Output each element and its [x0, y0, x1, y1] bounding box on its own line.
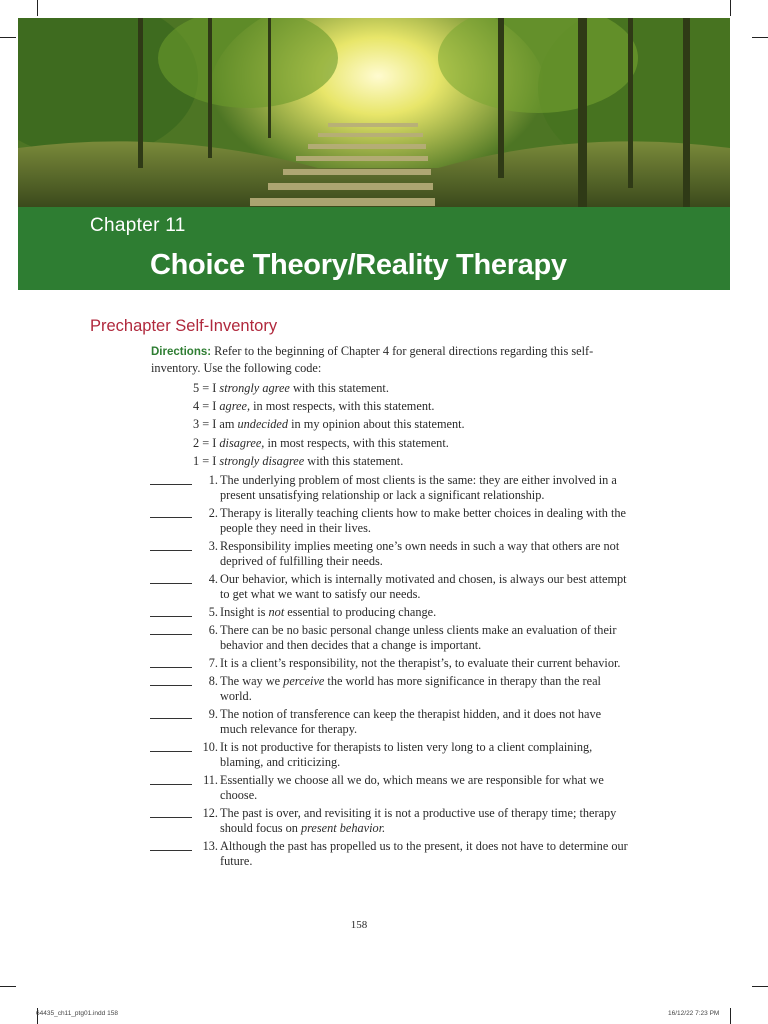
item-number: 9. — [208, 707, 218, 722]
item-text — [220, 773, 630, 803]
item-number: 7. — [208, 656, 218, 671]
inventory-item — [150, 539, 630, 569]
item-number: 12. — [202, 806, 218, 821]
item-number: 4. — [208, 571, 218, 586]
item-text-pre: Responsibility implies meeting one’s own needs in such a way that others are not deprived of fulfilling their needs. — [220, 538, 620, 568]
item-number: 8. — [208, 674, 218, 689]
rating-code-em: disagree, — [219, 435, 265, 450]
item-text-pre: The way we — [220, 674, 284, 689]
item-text-pre: It is a client’s responsibility, not the therapist’s, to evaluate their current behavior. — [220, 656, 621, 671]
answer-blank[interactable] — [150, 850, 192, 851]
directions-text: Refer to the beginning of Chapter 4 for general directions regarding this self-inventory. Use the following code: — [151, 344, 594, 375]
rating-code-post: in most respects, with this statement. — [264, 435, 449, 450]
item-text-pre: Therapy is literally teaching clients how to make better choices in dealing with the people they need in their lives. — [220, 505, 627, 535]
rating-code-pre: 5 = I — [193, 381, 220, 395]
inventory-item — [150, 656, 630, 671]
item-text — [220, 572, 630, 602]
item-number: 3. — [208, 538, 218, 553]
item-text — [220, 506, 630, 536]
crop-mark — [37, 0, 38, 16]
item-number: 10. — [202, 740, 218, 755]
item-text — [220, 806, 630, 836]
rating-code-post: with this statement. — [304, 453, 404, 468]
inventory-items — [150, 473, 630, 872]
inventory-item — [150, 674, 630, 704]
inventory-item — [150, 707, 630, 737]
chapter-label: Chapter 11 — [90, 215, 186, 236]
chapter-title: Choice Theory/Reality Therapy — [150, 249, 567, 281]
answer-blank[interactable] — [150, 685, 192, 686]
item-number: 11. — [203, 773, 218, 788]
answer-blank[interactable] — [150, 751, 192, 752]
footer-timestamp: 16/12/22 7:23 PM — [668, 1010, 720, 1017]
answer-blank[interactable] — [150, 616, 192, 617]
item-text — [220, 674, 630, 704]
inventory-item — [150, 740, 630, 770]
answer-blank[interactable] — [150, 583, 192, 584]
rating-code-list — [193, 379, 465, 470]
page-number: 158 — [350, 919, 368, 931]
inventory-item — [150, 773, 630, 803]
rating-code-em: strongly disagree — [219, 453, 305, 468]
rating-code-pre: 4 = I — [193, 399, 220, 414]
chapter-banner — [18, 207, 730, 290]
rating-code-em: undecided — [237, 417, 289, 432]
answer-blank[interactable] — [150, 517, 192, 518]
item-number: 5. — [208, 604, 218, 619]
item-text-post: the world has more significance in therapy than the real world. — [220, 674, 601, 704]
crop-mark — [0, 37, 16, 38]
inventory-item — [150, 506, 630, 536]
item-text — [220, 539, 630, 569]
item-text-em: present behavior. — [300, 821, 386, 836]
item-text — [220, 707, 630, 737]
answer-blank[interactable] — [150, 550, 192, 551]
item-text-pre: The notion of transference can keep the therapist hidden, and it does not have much relevance for therapy. — [220, 707, 602, 737]
item-text — [220, 473, 630, 503]
item-number: 2. — [208, 505, 218, 520]
item-text — [220, 605, 630, 620]
answer-blank[interactable] — [150, 667, 192, 668]
item-text-pre: Essentially we choose all we do, which means we are responsible for what we choose. — [220, 773, 604, 803]
inventory-item — [150, 623, 630, 653]
rating-code-pre: 1 = I — [193, 453, 220, 468]
item-text-em: perceive — [283, 674, 325, 689]
item-text-pre: Although the past has propelled us to the present, it does not have to determine our future. — [220, 839, 628, 869]
inventory-item — [150, 605, 630, 620]
item-text — [220, 740, 630, 770]
rating-code-line — [193, 397, 465, 415]
rating-code-post: with this statement. — [289, 381, 389, 395]
rating-code-line — [193, 415, 465, 433]
crop-mark — [0, 986, 16, 987]
footer-file-info: 64435_ch11_ptg01.indd 158 — [36, 1010, 118, 1017]
item-text-pre: There can be no basic personal change unless clients make an evaluation of their behavior and then decides that a change is important. — [220, 623, 617, 652]
rating-code-pre: 3 = I am — [193, 417, 238, 432]
item-text — [220, 839, 630, 869]
directions-label: Directions: — [151, 346, 212, 358]
item-text-post: essential to producing change. — [284, 604, 437, 619]
rating-code-em: strongly agree — [219, 381, 290, 395]
item-number: 1. — [208, 473, 218, 487]
item-text-pre: Insight is — [220, 604, 269, 619]
rating-code-em: agree, — [219, 399, 251, 414]
item-text — [220, 656, 630, 671]
crop-mark — [752, 37, 768, 38]
rating-code-line — [193, 434, 465, 452]
item-text-pre: Our behavior, which is internally motivated and chosen, is always our best attempt to get what we want to satisfy our needs. — [220, 571, 627, 601]
item-text-pre: It is not productive for therapists to listen very long to a client complaining, blaming, and criticizing. — [220, 740, 593, 770]
rating-code-post: in most respects, with this statement. — [250, 399, 435, 414]
inventory-item — [150, 473, 630, 503]
inventory-item — [150, 839, 630, 869]
rating-code-line — [193, 452, 465, 470]
rating-code-pre: 2 = I — [193, 435, 220, 450]
crop-mark — [730, 0, 731, 16]
item-text-em: not — [268, 604, 285, 619]
answer-blank[interactable] — [150, 634, 192, 635]
forest-stairs-image — [18, 18, 730, 207]
inventory-item — [150, 572, 630, 602]
crop-mark — [752, 986, 768, 987]
answer-blank[interactable] — [150, 817, 192, 818]
item-text-pre: The underlying problem of most clients is the same: they are either involved in a present unsatisfying relationship or lack a significant relationship. — [220, 473, 617, 502]
item-number: 6. — [208, 623, 218, 638]
crop-mark — [730, 1008, 731, 1024]
item-text — [220, 623, 630, 653]
rating-code-post: in my opinion about this statement. — [288, 417, 465, 432]
answer-blank[interactable] — [150, 484, 192, 485]
inventory-item — [150, 806, 630, 836]
directions-paragraph — [151, 344, 631, 376]
item-number: 13. — [202, 839, 218, 854]
answer-blank[interactable] — [150, 784, 192, 785]
rating-code-line — [193, 379, 465, 397]
answer-blank[interactable] — [150, 718, 192, 719]
section-heading: Prechapter Self-Inventory — [90, 317, 278, 335]
item-text-pre: The past is over, and revisiting it is not a productive use of therapy time; therapy should focus on — [220, 806, 617, 836]
